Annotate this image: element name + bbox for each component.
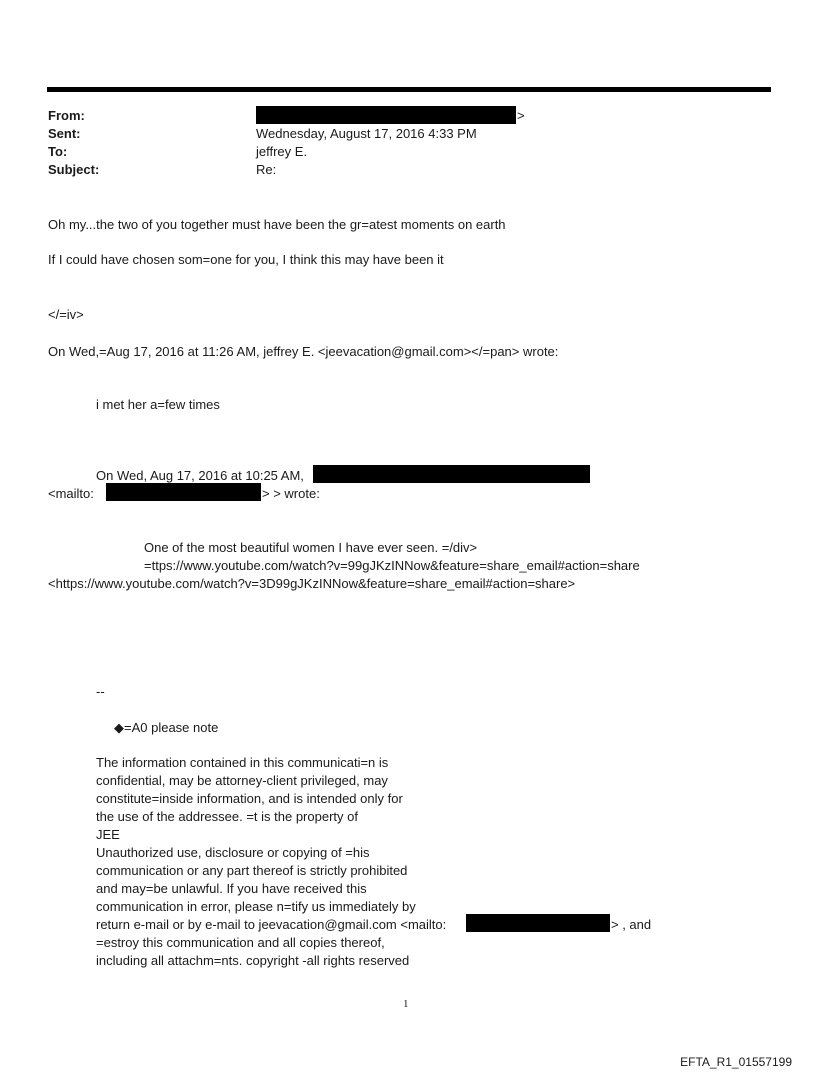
disclaimer-line: The information contained in this communicati=n is [96, 755, 389, 770]
disclaimer-line: and may=be unlawful. If you have received this [96, 881, 367, 896]
from-suffix: > [517, 108, 525, 123]
signature-dashes: -- [96, 684, 105, 699]
mailto-prefix: <mailto: [48, 486, 94, 501]
disclaimer-line: Unauthorized use, disclosure or copying of =his [96, 845, 370, 860]
disclaimer-line: constitute=inside information, and is intended only for [96, 791, 403, 806]
disclaimer-line: the use of the addressee. =t is the property of [96, 809, 358, 824]
disclaimer-line: including all attachm=nts. copyright -all rights reserved [96, 953, 410, 968]
disclaimer-line: =estroy this communication and all copies thereof, [96, 935, 385, 950]
redaction-mailto [106, 483, 261, 501]
from-label: From: [48, 108, 85, 123]
quote-line-2: One of the most beautiful women I have ever seen. =/div> [144, 540, 478, 555]
disclaimer-mail-prefix: return e-mail or by e-mail to jeevacation@gmail.com <mailto: [96, 917, 447, 932]
page-number: 1 [403, 998, 409, 1010]
redaction-disclaimer-mailto [466, 914, 610, 932]
quote-header-2: On Wed, Aug 17, 2016 at 10:25 AM, [96, 468, 304, 483]
subject-label: Subject: [48, 162, 100, 177]
youtube-link-1: =ttps://www.youtube.com/watch?v=99gJKzINNow&feature=share_email#action=share [144, 558, 640, 573]
body-line-3: </=iv> [48, 307, 84, 322]
signature-note: ◆=A0 please note [114, 720, 219, 735]
disclaimer-line: confidential, may be attorney-client privileged, may [96, 773, 388, 788]
sent-label: Sent: [48, 126, 81, 141]
mailto-suffix: > > wrote: [262, 486, 320, 501]
sent-value: Wednesday, August 17, 2016 4:33 PM [256, 126, 477, 141]
disclaimer-line: JEE [96, 827, 120, 842]
quote-header-1: On Wed,=Aug 17, 2016 at 11:26 AM, jeffrey E. <jeevacation@gmail.com></=pan> wrote: [48, 344, 559, 359]
redaction-from [256, 106, 516, 124]
to-label: To: [48, 144, 68, 159]
quote-line-1: i met her a=few times [96, 397, 220, 412]
disclaimer-mail-suffix: > , and [611, 917, 652, 932]
youtube-link-2: <https://www.youtube.com/watch?v=3D99gJKzINNow&feature=share_email#action=share> [48, 576, 576, 591]
document-id: EFTA_R1_01557199 [680, 1055, 792, 1069]
header-rule [47, 87, 771, 92]
subject-value: Re: [256, 162, 277, 177]
redaction-sender [313, 465, 590, 483]
to-value: jeffrey E. [256, 144, 308, 159]
disclaimer-line: communication in error, please n=tify us immediately by [96, 899, 416, 914]
body-line-2: If I could have chosen som=one for you, I think this may have been it [48, 252, 444, 267]
disclaimer-line: communication or any part thereof is strictly prohibited [96, 863, 408, 878]
body-line-1: Oh my...the two of you together must have been the gr=atest moments on earth [48, 217, 506, 232]
